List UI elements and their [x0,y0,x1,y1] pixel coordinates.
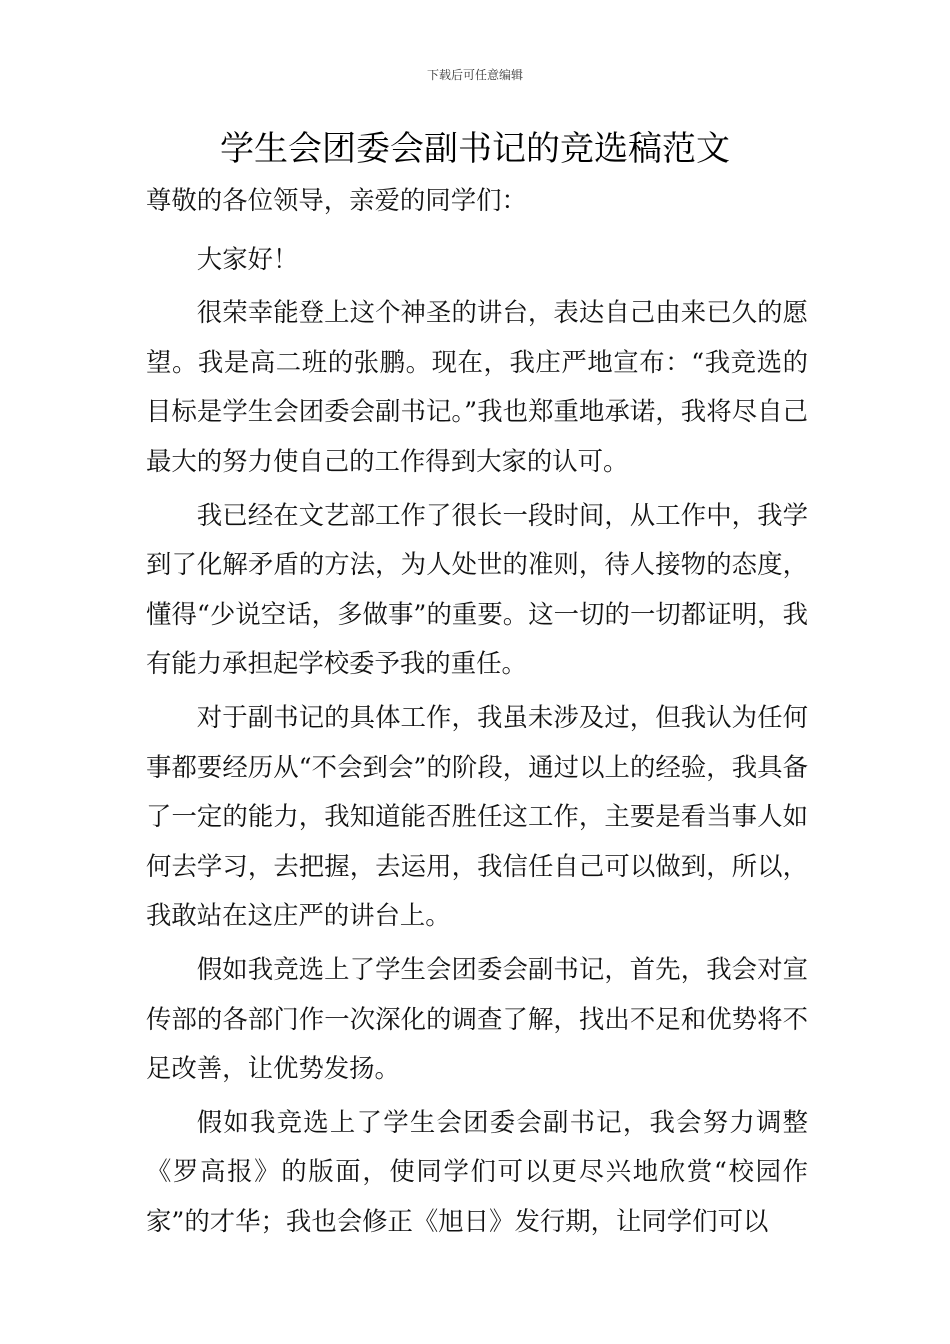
header-note: 下载后可任意编辑 [426,68,523,82]
document-body [146,176,808,1250]
paragraph-4: 假如我竞选上了学生会团委会副书记，首先，我会对宣传部的各部门作一次深化的调查了解，找出不足和优势将不足改善，让优势发扬。 [146,953,808,1084]
paragraph-2: 我已经在文艺部工作了很长一段时间，从工作中，我学到了化解矛盾的方法，为人处世的准则，待人接物的态度，懂得“少说空话，多做事”的重要。这一切的一切都证明，我有能力承担起学校委予我的重任。 [146,499,808,679]
paragraph-3: 对于副书记的具体工作，我虽未涉及过，但我认为任何事都要经历从“不会到会”的阶段，通过以上的经验，我具备了一定的能力，我知道能否胜任这工作，主要是看当事人如何去学习，去把握，去运用，我信任自己可以做到，所以，我敢站在这庄严的讲台上。 [146,701,808,931]
document-title: 学生会团委会副书记的竞选稿范文 [220,129,730,169]
paragraph-5: 假如我竞选上了学生会团委会副书记，我会努力调整《罗高报》的版面，使同学们可以更尽兴地欣赏“校园作家”的才华；我也会修正《旭日》发行期，让同学们可以 [146,1106,808,1236]
greeting: 大家好！ [196,243,299,274]
salutation: 尊敬的各位领导，亲爱的同学们： [146,185,527,215]
paragraph-1: 很荣幸能登上这个神圣的讲台，表达自己由来已久的愿望。我是高二班的张鹏。现在，我庄严地宣布：“我竞选的目标是学生会团委会副书记。”我也郑重地承诺，我将尽自己最大的努力使自己的工作得到大家的认可。 [146,297,808,476]
